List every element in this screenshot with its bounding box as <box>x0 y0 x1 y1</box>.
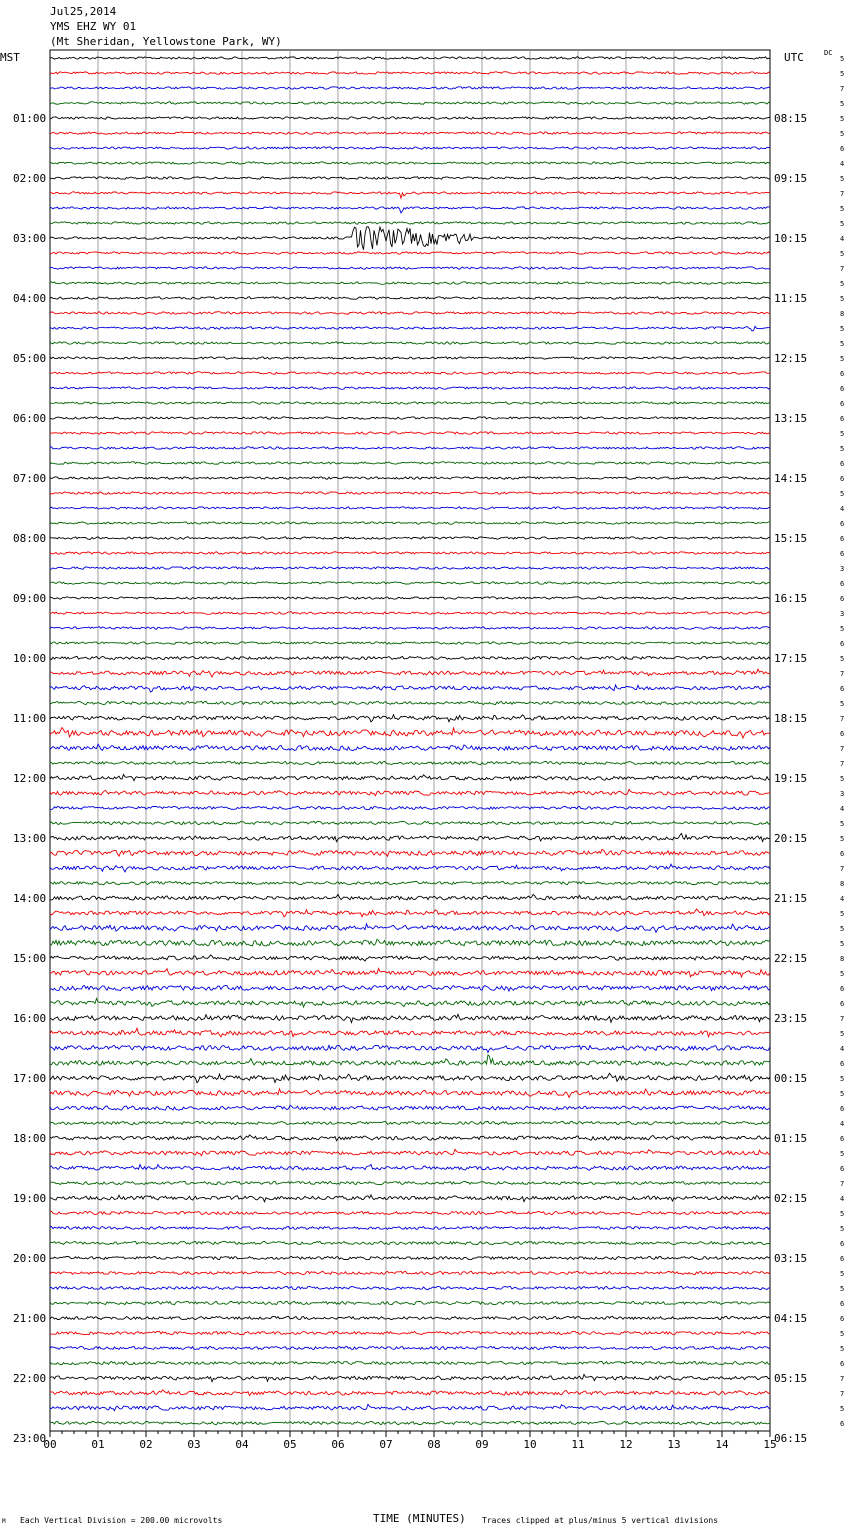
x-tick-label: 13 <box>667 1438 681 1451</box>
dc-value: 6 <box>840 850 845 858</box>
dc-value: 6 <box>840 520 845 528</box>
left-hour-label: 16:00 <box>13 1012 47 1025</box>
dc-value: 7 <box>840 265 845 273</box>
right-hour-label: 22:15 <box>774 952 808 965</box>
trace-row <box>50 1374 770 1381</box>
trace-row <box>50 372 770 375</box>
scale-note: Each Vertical Division = 200.00 microvolts <box>20 1516 223 1525</box>
dc-value: 6 <box>840 985 845 993</box>
dc-value: 4 <box>840 235 845 243</box>
x-tick-label: 14 <box>715 1438 729 1451</box>
dc-value: 5 <box>840 700 845 708</box>
dc-value: 4 <box>840 895 845 903</box>
dc-value: 3 <box>840 610 845 618</box>
header-location: (Mt Sheridan, Yellowstone Park, WY) <box>50 35 282 48</box>
dc-value: 6 <box>840 460 845 468</box>
x-tick-label: 11 <box>571 1438 585 1451</box>
dc-value: 6 <box>840 145 845 153</box>
dc-value: 6 <box>840 1420 845 1428</box>
right-hour-label: 05:15 <box>774 1372 808 1385</box>
trace-row <box>50 969 770 978</box>
right-hour-label: 21:15 <box>774 892 808 905</box>
dc-value: 5 <box>840 655 845 663</box>
trace-row <box>50 192 770 199</box>
dc-value: 4 <box>840 1195 845 1203</box>
trace-row <box>50 669 770 677</box>
dc-value: 6 <box>840 1255 845 1263</box>
right-hour-label: 04:15 <box>774 1312 808 1325</box>
dc-value: 5 <box>840 220 845 228</box>
trace-row <box>50 1164 770 1170</box>
trace-row <box>50 227 770 250</box>
right-hour-label: 23:15 <box>774 1012 808 1025</box>
left-hour-label: 18:00 <box>13 1132 47 1145</box>
dc-value: 5 <box>840 1030 845 1038</box>
x-tick-label: 06 <box>331 1438 345 1451</box>
trace-row <box>50 864 770 872</box>
trace-row <box>50 909 770 917</box>
x-tick-label: 00 <box>43 1438 57 1451</box>
dc-label: DC <box>824 49 833 57</box>
dc-value: 5 <box>840 1150 845 1158</box>
dc-value: 5 <box>840 130 845 138</box>
dc-value: 5 <box>840 295 845 303</box>
dc-value: 6 <box>840 550 845 558</box>
right-hour-label: 16:15 <box>774 592 808 605</box>
trace-row <box>50 1181 770 1184</box>
dc-value: 7 <box>840 670 845 678</box>
dc-value: 5 <box>840 1210 845 1218</box>
dc-value: 5 <box>840 205 845 213</box>
dc-value: 6 <box>840 1240 845 1248</box>
trace-row <box>50 537 770 540</box>
dc-value: 6 <box>840 370 845 378</box>
header-station: YMS EHZ WY 01 <box>50 20 137 33</box>
dc-value: 7 <box>840 190 845 198</box>
trace-row <box>50 1316 770 1319</box>
trace-row <box>50 1271 770 1274</box>
trace-row <box>50 597 770 600</box>
x-tick-label: 09 <box>475 1438 489 1451</box>
dc-value: 6 <box>840 1000 845 1008</box>
right-hour-label: 12:15 <box>774 352 808 365</box>
dc-value: 5 <box>840 925 845 933</box>
trace-row <box>50 342 770 344</box>
trace-row <box>50 612 770 615</box>
clip-note: Traces clipped at plus/minus 5 vertical divisions <box>482 1516 719 1525</box>
x-tick-label: 08 <box>427 1438 441 1451</box>
trace-row <box>50 357 770 359</box>
dc-value: 5 <box>840 280 845 288</box>
left-hour-label: 20:00 <box>13 1252 47 1265</box>
trace-row <box>50 715 770 722</box>
dc-value: 5 <box>840 625 845 633</box>
dc-value: 4 <box>840 505 845 513</box>
right-hour-label: 14:15 <box>774 472 808 485</box>
trace-row <box>50 1149 770 1155</box>
left-hour-label: 04:00 <box>13 292 47 305</box>
trace-row <box>50 701 770 704</box>
dc-value: 4 <box>840 160 845 168</box>
trace-row <box>50 177 770 180</box>
trace-row <box>50 207 770 213</box>
dc-value: 5 <box>840 250 845 258</box>
trace-row <box>50 642 770 644</box>
right-hour-label: 17:15 <box>774 652 808 665</box>
dc-value: 6 <box>840 1135 845 1143</box>
trace-row <box>50 986 770 992</box>
trace-row <box>50 1241 770 1244</box>
right-hour-label: 03:15 <box>774 1252 808 1265</box>
dc-value: 5 <box>840 55 845 63</box>
right-hour-label: 11:15 <box>774 292 808 305</box>
left-hour-label: 19:00 <box>13 1192 47 1205</box>
trace-row <box>50 1105 770 1110</box>
trace-row <box>50 774 770 780</box>
right-hour-label: 20:15 <box>774 832 808 845</box>
left-hour-label: 14:00 <box>13 892 47 905</box>
x-tick-label: 12 <box>619 1438 633 1451</box>
dc-value: 4 <box>840 805 845 813</box>
x-tick-label: 10 <box>523 1438 537 1451</box>
dc-value: 5 <box>840 175 845 183</box>
dc-value: 5 <box>840 910 845 918</box>
plot-frame <box>50 50 770 1431</box>
left-hour-label: 11:00 <box>13 712 47 725</box>
trace-row <box>50 477 770 480</box>
left-hour-label: 21:00 <box>13 1312 47 1325</box>
trace-row <box>50 806 770 809</box>
trace-row <box>50 72 770 75</box>
dc-value: 6 <box>840 640 845 648</box>
trace-row <box>50 1331 770 1334</box>
left-hour-label: 10:00 <box>13 652 47 665</box>
right-hour-label: 15:15 <box>774 532 808 545</box>
dc-value: 6 <box>840 1165 845 1173</box>
left-hour-label: 03:00 <box>13 232 47 245</box>
dc-value: 5 <box>840 100 845 108</box>
trace-row <box>50 881 770 884</box>
dc-value: 4 <box>840 1045 845 1053</box>
header-date: Jul25,2014 <box>50 5 117 18</box>
dc-value: 5 <box>840 820 845 828</box>
trace-row <box>50 312 770 315</box>
trace-row <box>50 387 770 390</box>
dc-value: 5 <box>840 970 845 978</box>
dc-value: 5 <box>840 445 845 453</box>
dc-value: 5 <box>840 325 845 333</box>
trace-row <box>50 685 770 692</box>
trace-row <box>50 132 770 134</box>
dc-value: 8 <box>840 880 845 888</box>
trace-row <box>50 1028 770 1037</box>
trace-row <box>50 162 770 164</box>
dc-value: 6 <box>840 730 845 738</box>
corner-mark: M <box>2 1518 6 1525</box>
dc-value: 6 <box>840 1315 845 1323</box>
trace-row <box>50 1195 770 1202</box>
trace-row <box>50 894 770 900</box>
trace-row <box>50 834 770 842</box>
trace-row <box>50 297 770 300</box>
trace-row <box>50 582 770 584</box>
left-hour-label: 17:00 <box>13 1072 47 1085</box>
trace-row <box>50 507 770 510</box>
x-tick-label: 01 <box>91 1438 105 1451</box>
trace-row <box>50 728 770 739</box>
dc-value: 7 <box>840 865 845 873</box>
dc-value: 5 <box>840 1090 845 1098</box>
dc-value: 5 <box>840 1270 845 1278</box>
dc-value: 6 <box>840 580 845 588</box>
trace-row <box>50 1073 770 1083</box>
dc-value: 7 <box>840 85 845 93</box>
dc-value: 8 <box>840 955 845 963</box>
dc-value: 5 <box>840 775 845 783</box>
dc-value: 5 <box>840 940 845 948</box>
dc-value: 8 <box>840 310 845 318</box>
x-tick-label: 07 <box>379 1438 393 1451</box>
trace-row <box>50 999 770 1008</box>
trace-row <box>50 222 770 225</box>
dc-value: 3 <box>840 790 845 798</box>
dc-value: 6 <box>840 1060 845 1068</box>
left-hour-label: 13:00 <box>13 832 47 845</box>
trace-row <box>50 1286 770 1289</box>
trace-row <box>50 57 770 59</box>
left-hour-label: 05:00 <box>13 352 47 365</box>
x-tick-label: 03 <box>187 1438 201 1451</box>
trace-row <box>50 282 770 285</box>
x-tick-label: 05 <box>283 1438 297 1451</box>
trace-row <box>50 462 770 465</box>
trace-row <box>50 252 770 255</box>
trace-row <box>50 1055 770 1066</box>
trace-row <box>50 955 770 961</box>
trace-row <box>50 789 770 795</box>
trace-row <box>50 744 770 751</box>
left-hour-label: 07:00 <box>13 472 47 485</box>
dc-value: 5 <box>840 430 845 438</box>
trace-row <box>50 102 770 105</box>
trace-row <box>50 821 770 824</box>
right-hour-label: 00:15 <box>774 1072 808 1085</box>
x-tick-label: 15 <box>763 1438 777 1451</box>
dc-value: 5 <box>840 340 845 348</box>
dc-value: 7 <box>840 715 845 723</box>
dc-value: 6 <box>840 535 845 543</box>
trace-row <box>50 1301 770 1304</box>
left-hour-label: 02:00 <box>13 172 47 185</box>
trace-row <box>50 761 770 764</box>
dc-value: 5 <box>840 115 845 123</box>
trace-row <box>50 1390 770 1396</box>
dc-value: 6 <box>840 1360 845 1368</box>
dc-value: 6 <box>840 685 845 693</box>
trace-row <box>50 1404 770 1410</box>
dc-value: 5 <box>840 355 845 363</box>
trace-row <box>50 1421 770 1424</box>
trace-row <box>50 417 770 419</box>
right-hour-label: 02:15 <box>774 1192 808 1205</box>
trace-row <box>50 1361 770 1364</box>
trace-row <box>50 492 770 495</box>
trace-row <box>50 1256 770 1259</box>
right-hour-label: 18:15 <box>774 712 808 725</box>
dc-value: 4 <box>840 1120 845 1128</box>
dc-value: 5 <box>840 1285 845 1293</box>
left-hour-label: 01:00 <box>13 112 47 125</box>
dc-value: 7 <box>840 1015 845 1023</box>
dc-value: 7 <box>840 760 845 768</box>
trace-row <box>50 552 770 555</box>
x-axis-title: TIME (MINUTES) <box>373 1512 466 1525</box>
dc-value: 6 <box>840 385 845 393</box>
trace-row <box>50 117 770 119</box>
right-hour-label: 10:15 <box>774 232 808 245</box>
trace-row <box>50 567 770 570</box>
x-tick-label: 04 <box>235 1438 249 1451</box>
dc-value: 5 <box>840 1075 845 1083</box>
trace-row <box>50 849 770 856</box>
left-timezone-label: MST <box>0 51 20 64</box>
trace-row <box>50 1226 770 1229</box>
trace-row <box>50 1121 770 1124</box>
right-hour-label: 09:15 <box>774 172 808 185</box>
trace-row <box>50 1045 770 1052</box>
dc-value: 3 <box>840 565 845 573</box>
dc-value: 6 <box>840 400 845 408</box>
trace-row <box>50 1014 770 1022</box>
left-hour-label: 12:00 <box>13 772 47 785</box>
dc-value: 5 <box>840 1345 845 1353</box>
dc-value: 5 <box>840 1405 845 1413</box>
trace-row <box>50 656 770 659</box>
dc-value: 5 <box>840 70 845 78</box>
dc-value: 5 <box>840 835 845 843</box>
left-hour-label: 06:00 <box>13 412 47 425</box>
dc-value: 6 <box>840 415 845 423</box>
trace-row <box>50 1346 770 1349</box>
trace-row <box>50 147 770 149</box>
dc-value: 7 <box>840 1375 845 1383</box>
right-timezone-label: UTC <box>784 51 804 64</box>
dc-value: 5 <box>840 1225 845 1233</box>
trace-row <box>50 1089 770 1098</box>
trace-row <box>50 1135 770 1141</box>
right-hour-label: 01:15 <box>774 1132 808 1145</box>
trace-row <box>50 924 770 933</box>
right-hour-label: 06:15 <box>774 1432 808 1445</box>
left-hour-label: 23:00 <box>13 1432 47 1445</box>
trace-row <box>50 402 770 404</box>
trace-row <box>50 939 770 946</box>
left-hour-label: 09:00 <box>13 592 47 605</box>
left-hour-label: 22:00 <box>13 1372 47 1385</box>
right-hour-label: 13:15 <box>774 412 808 425</box>
dc-value: 6 <box>840 595 845 603</box>
trace-row <box>50 267 770 270</box>
right-hour-label: 08:15 <box>774 112 808 125</box>
dc-value: 7 <box>840 745 845 753</box>
dc-value: 6 <box>840 475 845 483</box>
dc-value: 7 <box>840 1180 845 1188</box>
dc-value: 6 <box>840 1300 845 1308</box>
trace-row <box>50 87 770 89</box>
trace-row <box>50 522 770 525</box>
trace-row <box>50 447 770 450</box>
dc-value: 6 <box>840 1105 845 1113</box>
trace-row <box>50 326 770 331</box>
dc-value: 5 <box>840 1330 845 1338</box>
left-hour-label: 08:00 <box>13 532 47 545</box>
left-hour-label: 15:00 <box>13 952 47 965</box>
dc-value: 7 <box>840 1390 845 1398</box>
right-hour-label: 19:15 <box>774 772 808 785</box>
x-tick-label: 02 <box>139 1438 153 1451</box>
dc-value: 5 <box>840 490 845 498</box>
trace-row <box>50 627 770 630</box>
trace-row <box>50 432 770 434</box>
trace-row <box>50 1211 770 1214</box>
